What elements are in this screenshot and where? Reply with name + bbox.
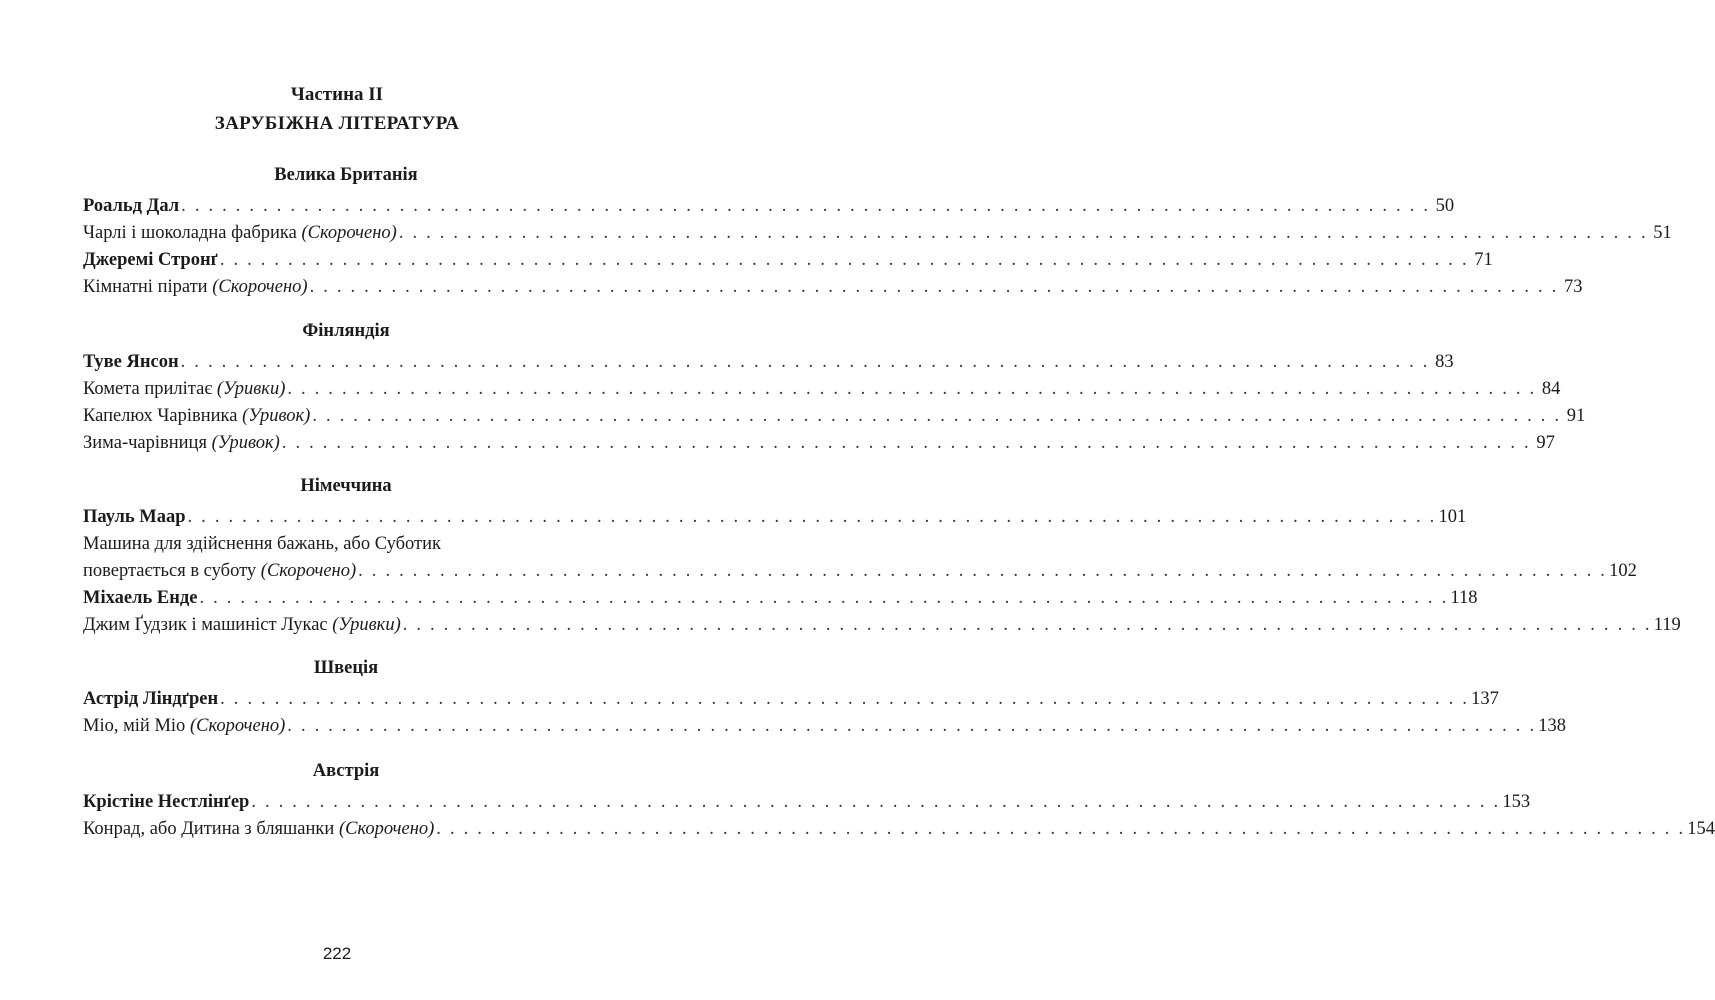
entry-page: 118	[1450, 588, 1478, 608]
entry-note: (Уривки)	[332, 615, 401, 635]
entry-page: 50	[1435, 196, 1455, 216]
dot-leader: . . . . . . . . . . . . . . . . . . . . . . . . . . . . . . . . . . . . . . . . . . . . . . . . . . . . . . . . . . . . . . . . . . . . . . . . . . . . . . . . . . . . . . . . . . . .	[219, 250, 1469, 270]
entry-page: 83	[1435, 352, 1454, 372]
entry-page: 97	[1536, 433, 1555, 453]
country-heading: Велика Британія	[274, 165, 418, 185]
entry-page: 84	[1541, 379, 1561, 399]
entry-title: повертається в суботу	[83, 561, 261, 581]
page-number: 222	[322, 944, 352, 963]
country-heading: Фінляндія	[302, 321, 390, 341]
entry-title: Чарлі і шоколадна фабрика	[83, 223, 302, 243]
toc-entry-work-multiline[interactable]	[83, 531, 1637, 585]
toc-entry-work[interactable]	[83, 220, 1672, 247]
entry-title: Кімнатні пірати	[83, 277, 213, 297]
country-heading: Швеція	[313, 658, 379, 678]
toc-entry-author[interactable]	[83, 585, 1478, 612]
country-heading: Австрія	[312, 761, 380, 781]
entry-title: Капелюх Чарівника	[83, 406, 243, 426]
toc-entry-work[interactable]	[83, 274, 1583, 301]
entry-title: Пауль Маар	[83, 507, 186, 527]
section-sweden	[83, 656, 1567, 740]
entry-title: Зима-чарівниця	[83, 433, 212, 453]
part-label: Частина II	[290, 84, 384, 105]
entry-page: 101	[1438, 507, 1467, 527]
section-germany	[83, 474, 1681, 639]
toc-entry-author[interactable]	[83, 789, 1531, 816]
entry-note: (Скорочено)	[260, 561, 357, 581]
entry-page: 119	[1653, 615, 1681, 635]
entry-note: (Скорочено)	[338, 819, 435, 839]
toc-entry-author[interactable]	[83, 686, 1499, 713]
entry-page: 154	[1687, 819, 1715, 839]
entry-page: 73	[1564, 277, 1583, 297]
toc-entry-author[interactable]	[83, 193, 1455, 220]
entry-title: Крістіне Нестлінґер	[83, 792, 250, 812]
dot-leader: . . . . . . . . . . . . . . . . . . . . . . . . . . . . . . . . . . . . . . . . . . . . . . . . . . . . . . . . . . . . . . . . . . . . . . . . . . . . . . . . . . . . . . . . . . . .	[287, 379, 1537, 399]
dot-leader: . . . . . . . . . . . . . . . . . . . . . . . . . . . . . . . . . . . . . . . . . . . . . . . . . . . . . . . . . . . . . . . . . . . . . . . . . . . . . . . . . . . . . . . . . . . .	[251, 792, 1501, 812]
dot-leader: . . . . . . . . . . . . . . . . . . . . . . . . . . . . . . . . . . . . . . . . . . . . . . . . . . . . . . . . . . . . . . . . . . . . . . . . . . . . . . . . . . . . . . . . . . . .	[181, 196, 1431, 216]
dot-leader: . . . . . . . . . . . . . . . . . . . . . . . . . . . . . . . . . . . . . . . . . . . . . . . . . . . . . . . . . . . . . . . . . . . . . . . . . . . . . . . . . . . . . . . . . . . .	[402, 615, 1652, 635]
entry-title-line1: Машина для здійснення бажань, або Суботик	[83, 534, 441, 554]
entry-page: 137	[1471, 689, 1499, 709]
entry-page: 91	[1566, 406, 1586, 426]
entry-note: (Уривок)	[211, 433, 280, 453]
toc-entry-author[interactable]	[83, 247, 1493, 274]
toc-entry-work[interactable]	[83, 816, 1715, 843]
entry-title: Астрід Ліндґрен	[83, 689, 219, 709]
part-title: ЗАРУБІЖНА ЛІТЕРАТУРА	[214, 113, 460, 134]
toc-entry-work[interactable]	[83, 612, 1681, 639]
entry-title: Комета прилітає	[83, 379, 217, 399]
country-heading: Німеччина	[300, 476, 392, 496]
toc-entry-work[interactable]	[83, 713, 1567, 740]
entry-note: (Скорочено)	[301, 223, 397, 243]
toc-entry-work[interactable]	[83, 403, 1586, 430]
dot-leader: . . . . . . . . . . . . . . . . . . . . . . . . . . . . . . . . . . . . . . . . . . . . . . . . . . . . . . . . . . . . . . . . . . . . . . . . . . . . . . . . . . . . . . . . . . . .	[180, 352, 1430, 372]
entry-page: 71	[1474, 250, 1493, 270]
dot-leader: . . . . . . . . . . . . . . . . . . . . . . . . . . . . . . . . . . . . . . . . . . . . . . . . . . . . . . . . . . . . . . . . . . . . . . . . . . . . . . . . . . . . . . . . . . . .	[199, 588, 1449, 608]
dot-leader: . . . . . . . . . . . . . . . . . . . . . . . . . . . . . . . . . . . . . . . . . . . . . . . . . . . . . . . . . . . . . . . . . . . . . . . . . . . . . . . . . . . . . . . . . . . .	[187, 507, 1437, 527]
toc-entry-author[interactable]	[83, 349, 1454, 376]
dot-leader: . . . . . . . . . . . . . . . . . . . . . . . . . . . . . . . . . . . . . . . . . . . . . . . . . . . . . . . . . . . . . . . . . . . . . . . . . . . . . . . . . . . . . . . . . . . .	[281, 433, 1531, 453]
entry-note: (Скорочено)	[212, 277, 308, 297]
dot-leader: . . . . . . . . . . . . . . . . . . . . . . . . . . . . . . . . . . . . . . . . . . . . . . . . . . . . . . . . . . . . . . . . . . . . . . . . . . . . . . . . . . . . . . . . . . . .	[436, 819, 1686, 839]
dot-leader: . . . . . . . . . . . . . . . . . . . . . . . . . . . . . . . . . . . . . . . . . . . . . . . . . . . . . . . . . . . . . . . . . . . . . . . . . . . . . . . . . . . . . . . . . . . .	[220, 689, 1470, 709]
toc-entry-work[interactable]	[83, 430, 1555, 457]
entry-title: Конрад, або Дитина з бляшанки	[83, 819, 339, 839]
entry-title: Туве Янсон	[83, 352, 179, 372]
toc-entry-author[interactable]	[83, 504, 1467, 531]
entry-page: 51	[1653, 223, 1672, 243]
entry-page: 153	[1502, 792, 1531, 812]
dot-leader: . . . . . . . . . . . . . . . . . . . . . . . . . . . . . . . . . . . . . . . . . . . . . . . . . . . . . . . . . . . . . . . . . . . . . . . . . . . . . . . . . . . . . . . . . . . .	[398, 223, 1648, 243]
entry-title: Роальд Дал	[83, 196, 180, 216]
dot-leader: . . . . . . . . . . . . . . . . . . . . . . . . . . . . . . . . . . . . . . . . . . . . . . . . . . . . . . . . . . . . . . . . . . . . . . . . . . . . . . . . . . . . . . . . . . . .	[312, 406, 1562, 426]
toc-entry-work[interactable]	[83, 376, 1561, 403]
entry-note: (Скорочено)	[189, 716, 286, 736]
section-great-britain	[83, 163, 1672, 301]
entry-title: Джеремі Стронґ	[83, 250, 218, 270]
entry-title: Джим Ґудзик і машиніст Лукас	[83, 615, 333, 635]
entry-note: (Уривки)	[216, 379, 286, 399]
entry-title: Міо, мій Міо	[83, 716, 190, 736]
entry-page: 102	[1609, 561, 1637, 581]
section-finland	[83, 319, 1586, 457]
dot-leader: . . . . . . . . . . . . . . . . . . . . . . . . . . . . . . . . . . . . . . . . . . . . . . . . . . . . . . . . . . . . . . . . . . . . . . . . . . . . . . . . . . . . . . . . . . . .	[309, 277, 1559, 297]
dot-leader: . . . . . . . . . . . . . . . . . . . . . . . . . . . . . . . . . . . . . . . . . . . . . . . . . . . . . . . . . . . . . . . . . . . . . . . . . . . . . . . . . . . . . . . . . . . .	[287, 716, 1537, 736]
entry-title: Міхаель Енде	[83, 588, 198, 608]
section-austria	[83, 759, 1715, 843]
dot-leader: . . . . . . . . . . . . . . . . . . . . . . . . . . . . . . . . . . . . . . . . . . . . . . . . . . . . . . . . . . . . . . . . . . . . . . . . . . . . . . . . . . . . . . . . . . . .	[358, 561, 1608, 581]
toc-entry-work	[83, 558, 1637, 585]
entry-page: 138	[1538, 716, 1567, 736]
entry-note: (Уривок)	[242, 406, 311, 426]
